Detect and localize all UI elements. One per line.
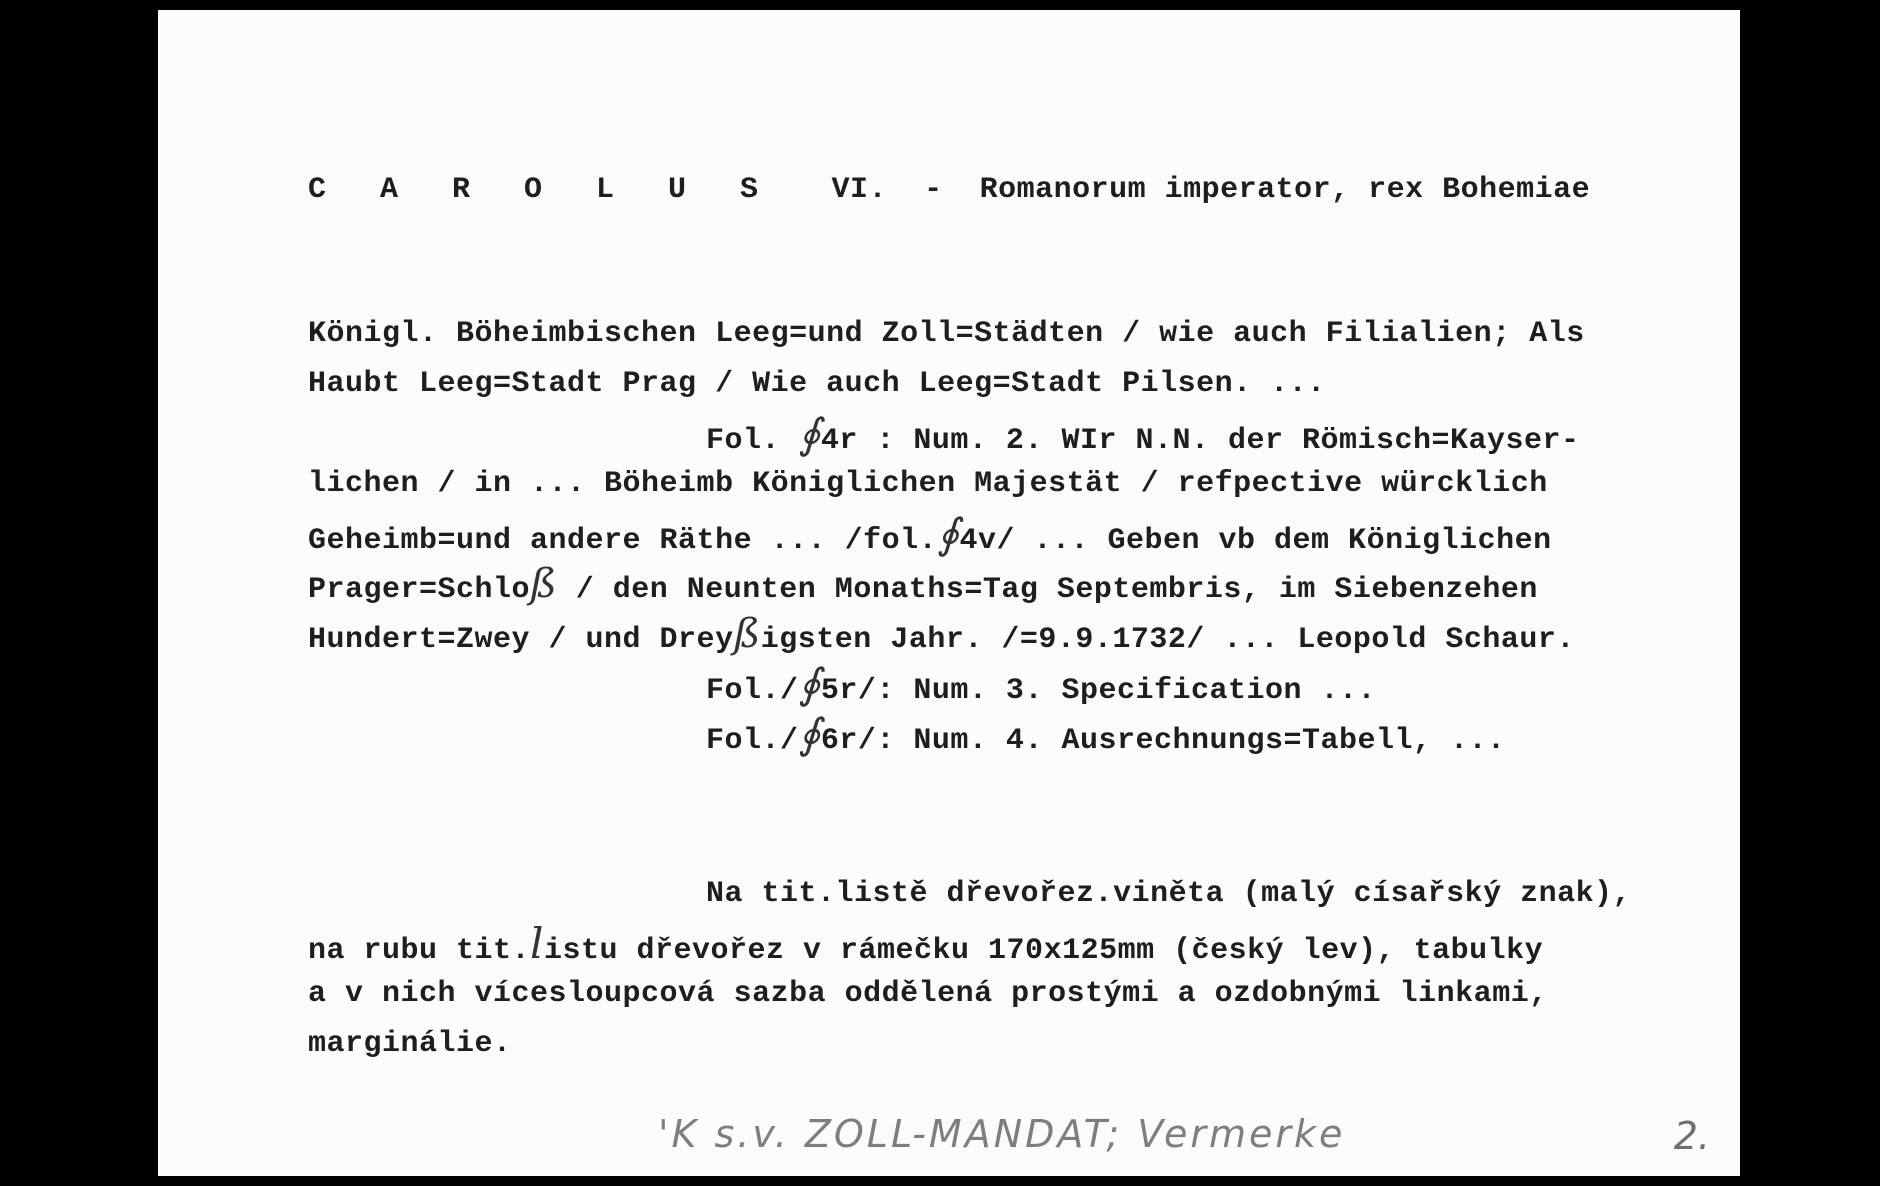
folio-line-6r [706, 709, 1506, 759]
handwritten-folio-mark-2: ∮ [937, 509, 960, 558]
catalog-card [158, 10, 1740, 1176]
line-6-text-b: / den Neunten Monaths=Tag Septembris, im Siebenzehen [557, 573, 1538, 607]
folio-label: Fol. [706, 424, 799, 458]
heading-title: VI. - Romanorum imperator, rex Bohemiae [776, 173, 1591, 207]
description-line-3: a v nich vícesloupcová sazba oddělená prostými a ozdobnými linkami, [308, 977, 1548, 1011]
line-7-text-a: Hundert=Zwey / und Drey [308, 623, 734, 657]
heading-name: C A R O L U S [308, 173, 777, 207]
handwritten-eszett-2: ß [733, 611, 761, 657]
transcription-line-1: Königl. Böheimbischen Leeg=und Zoll=Städten / wie auch Filialien; Als [308, 317, 1585, 351]
line-6-text-a: Prager=Schlo [308, 573, 531, 607]
transcription-line-4: lichen / in ... Böheimb Königlichen Majestät / refpective würcklich [308, 467, 1548, 501]
description-line-4: marginálie. [308, 1027, 512, 1061]
handwritten-footer-note: 'K s.v. ZOLL-MANDAT; Vermerke [658, 1112, 1346, 1156]
transcription-line-5 [308, 509, 1552, 559]
folio-line-5r [706, 659, 1376, 709]
description-line-2 [308, 919, 1544, 969]
folio-5r-text: 5r/: Num. 3. Specification ... [820, 674, 1376, 708]
folio-text: 4r : Num. 2. WIr N.N. der Römisch=Kayser- [820, 424, 1580, 458]
line-7-text-b: igsten Jahr. /=9.9.1732/ ... Leopold Schaur. [760, 623, 1575, 657]
card-heading [308, 172, 1590, 208]
handwritten-folio-mark: ∮ [798, 409, 821, 458]
line-5-text-a: Geheimb=und andere Räthe ... /fol. [308, 524, 938, 558]
folio-5r-label: Fol./ [706, 674, 799, 708]
description-line-1: Na tit.listě dřevořez.viněta (malý císařský znak), [706, 877, 1632, 911]
handwritten-folio-mark-3: ∮ [798, 659, 821, 708]
handwritten-page-number: 2. [1673, 1114, 1710, 1158]
folio-6r-label: Fol./ [706, 724, 799, 758]
description-line-2-b: istu dřevořez v rámečku 170x125mm (český lev), tabulky [543, 934, 1544, 968]
folio-6r-text: 6r/: Num. 4. Ausrechnungs=Tabell, ... [820, 724, 1506, 758]
folio-line-4r [706, 409, 1580, 459]
handwritten-folio-mark-4: ∮ [798, 709, 821, 758]
line-5-text-b: 4v/ ... Geben vb dem Königlichen [959, 524, 1552, 558]
transcription-line-2: Haubt Leeg=Stadt Prag / Wie auch Leeg=Stadt Pilsen. ... [308, 367, 1326, 401]
transcription-line-7 [308, 611, 1575, 658]
description-line-2-a: na rubu tit. [308, 934, 531, 968]
handwritten-eszett: ß [530, 561, 558, 607]
handwritten-l-mark: l [530, 919, 544, 968]
transcription-line-6 [308, 561, 1538, 608]
